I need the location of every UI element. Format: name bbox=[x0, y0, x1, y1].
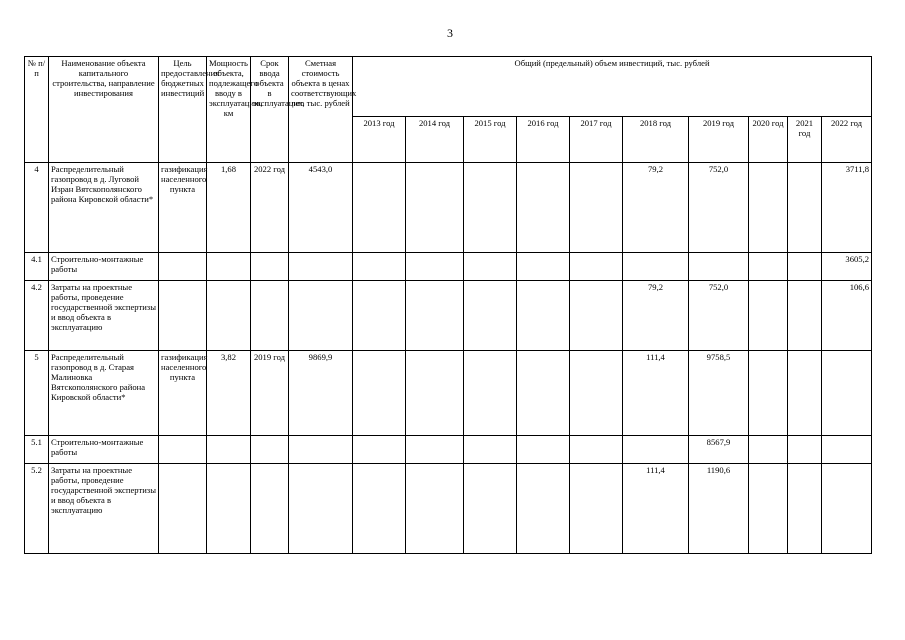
row-term bbox=[251, 253, 289, 281]
row-year-value bbox=[406, 281, 464, 351]
row-year-value: 111,4 bbox=[623, 464, 689, 554]
row-num: 5.2 bbox=[25, 464, 49, 554]
row-year-value: 79,2 bbox=[623, 163, 689, 253]
row-year-value bbox=[788, 436, 822, 464]
row-term bbox=[251, 436, 289, 464]
header-cost: Сметная стоимость объекта в ценах соответствующих лет, тыс. рублей bbox=[289, 57, 353, 163]
row-purpose bbox=[159, 281, 207, 351]
header-purpose: Цель предоставления бюджетных инвестиций bbox=[159, 57, 207, 163]
row-year-value bbox=[749, 253, 788, 281]
row-year-value bbox=[517, 163, 570, 253]
row-year-value bbox=[353, 464, 406, 554]
row-num: 5 bbox=[25, 351, 49, 436]
row-year-value bbox=[788, 253, 822, 281]
row-year-value bbox=[353, 281, 406, 351]
row-cost bbox=[289, 436, 353, 464]
header-term: Срок ввода объекта в эксплуатацию bbox=[251, 57, 289, 163]
header-year: 2017 год bbox=[570, 117, 623, 163]
header-num: № п/п bbox=[25, 57, 49, 163]
row-year-value bbox=[353, 253, 406, 281]
row-term bbox=[251, 281, 289, 351]
row-year-value: 752,0 bbox=[689, 163, 749, 253]
row-year-value bbox=[749, 281, 788, 351]
row-year-value bbox=[464, 163, 517, 253]
row-year-value: 79,2 bbox=[623, 281, 689, 351]
row-year-value bbox=[406, 436, 464, 464]
page-number: 3 bbox=[447, 26, 453, 40]
row-capacity bbox=[207, 464, 251, 554]
row-year-value bbox=[623, 436, 689, 464]
row-year-value bbox=[822, 464, 872, 554]
row-year-value bbox=[788, 163, 822, 253]
row-purpose: газификация населенного пункта bbox=[159, 351, 207, 436]
row-year-value bbox=[406, 351, 464, 436]
row-year-value: 106,6 bbox=[822, 281, 872, 351]
row-year-value bbox=[749, 163, 788, 253]
row-cost bbox=[289, 464, 353, 554]
header-year: 2015 год bbox=[464, 117, 517, 163]
row-cost: 4543,0 bbox=[289, 163, 353, 253]
row-year-value bbox=[464, 464, 517, 554]
row-num: 4.2 bbox=[25, 281, 49, 351]
row-year-value bbox=[788, 281, 822, 351]
row-year-value bbox=[749, 464, 788, 554]
row-year-value bbox=[822, 351, 872, 436]
header-year: 2020 год bbox=[749, 117, 788, 163]
row-capacity: 3,82 bbox=[207, 351, 251, 436]
row-purpose bbox=[159, 253, 207, 281]
header-year: 2018 год bbox=[623, 117, 689, 163]
row-num: 4.1 bbox=[25, 253, 49, 281]
row-purpose bbox=[159, 464, 207, 554]
row-year-value bbox=[570, 436, 623, 464]
row-year-value bbox=[570, 464, 623, 554]
header-year: 2013 год bbox=[353, 117, 406, 163]
row-name: Распределительный газопровод в д. Старая Малиновка Вятскополянского района Кировской области* bbox=[49, 351, 159, 436]
row-year-value bbox=[353, 163, 406, 253]
row-term bbox=[251, 464, 289, 554]
row-name: Строительно-монтажные работы bbox=[49, 253, 159, 281]
row-year-value bbox=[464, 281, 517, 351]
row-year-value bbox=[517, 253, 570, 281]
row-year-value bbox=[570, 163, 623, 253]
row-year-value bbox=[464, 351, 517, 436]
row-year-value bbox=[788, 351, 822, 436]
row-year-value bbox=[464, 253, 517, 281]
row-year-value bbox=[517, 464, 570, 554]
table-row bbox=[25, 281, 872, 351]
row-year-value bbox=[406, 464, 464, 554]
table-row bbox=[25, 351, 872, 436]
row-name: Строительно-монтажные работы bbox=[49, 436, 159, 464]
row-year-value bbox=[788, 464, 822, 554]
row-year-value bbox=[749, 351, 788, 436]
row-year-value: 1190,6 bbox=[689, 464, 749, 554]
row-name: Затраты на проектные работы, проведение государственной экспертизы и ввод объекта в эксплуатацию bbox=[49, 464, 159, 554]
row-year-value bbox=[517, 351, 570, 436]
row-capacity bbox=[207, 281, 251, 351]
row-year-value: 3605,2 bbox=[822, 253, 872, 281]
header-total-investment: Общий (предельный) объем инвестиций, тыс. рублей bbox=[353, 57, 872, 117]
header-year: 2022 год bbox=[822, 117, 872, 163]
row-year-value bbox=[570, 253, 623, 281]
table-row bbox=[25, 163, 872, 253]
row-term: 2022 год bbox=[251, 163, 289, 253]
row-cost bbox=[289, 281, 353, 351]
row-term: 2019 год bbox=[251, 351, 289, 436]
row-year-value bbox=[517, 281, 570, 351]
row-purpose bbox=[159, 436, 207, 464]
row-year-value: 752,0 bbox=[689, 281, 749, 351]
row-name: Распределительный газопровод в д. Луговой Изран Вятскополянского района Кировской области* bbox=[49, 163, 159, 253]
row-year-value bbox=[623, 253, 689, 281]
row-year-value: 111,4 bbox=[623, 351, 689, 436]
header-capacity: Мощность объекта, подлежащего вводу в эксплуатацию, км bbox=[207, 57, 251, 163]
row-year-value bbox=[406, 253, 464, 281]
row-year-value bbox=[689, 253, 749, 281]
table-row bbox=[25, 464, 872, 554]
investment-table bbox=[24, 56, 872, 554]
row-purpose: газификация населенного пункта bbox=[159, 163, 207, 253]
header-year: 2014 год bbox=[406, 117, 464, 163]
row-cost: 9869,9 bbox=[289, 351, 353, 436]
header-year: 2016 год bbox=[517, 117, 570, 163]
row-year-value bbox=[353, 436, 406, 464]
row-year-value bbox=[406, 163, 464, 253]
row-num: 5.1 bbox=[25, 436, 49, 464]
table-row bbox=[25, 253, 872, 281]
row-year-value bbox=[464, 436, 517, 464]
row-year-value: 8567,9 bbox=[689, 436, 749, 464]
row-cost bbox=[289, 253, 353, 281]
row-year-value bbox=[353, 351, 406, 436]
row-year-value: 3711,8 bbox=[822, 163, 872, 253]
row-year-value: 9758,5 bbox=[689, 351, 749, 436]
row-year-value bbox=[570, 351, 623, 436]
header-name: Наименование объекта капитального строительства, направление инвестирования bbox=[49, 57, 159, 163]
row-name: Затраты на проектные работы, проведение государственной экспертизы и ввод объекта в эксплуатацию bbox=[49, 281, 159, 351]
row-year-value bbox=[517, 436, 570, 464]
table-body bbox=[25, 163, 872, 554]
row-year-value bbox=[749, 436, 788, 464]
row-capacity: 1,68 bbox=[207, 163, 251, 253]
table-row bbox=[25, 436, 872, 464]
row-num: 4 bbox=[25, 163, 49, 253]
row-capacity bbox=[207, 436, 251, 464]
row-year-value bbox=[570, 281, 623, 351]
header-year: 2021 год bbox=[788, 117, 822, 163]
header-year: 2019 год bbox=[689, 117, 749, 163]
row-capacity bbox=[207, 253, 251, 281]
row-year-value bbox=[822, 436, 872, 464]
